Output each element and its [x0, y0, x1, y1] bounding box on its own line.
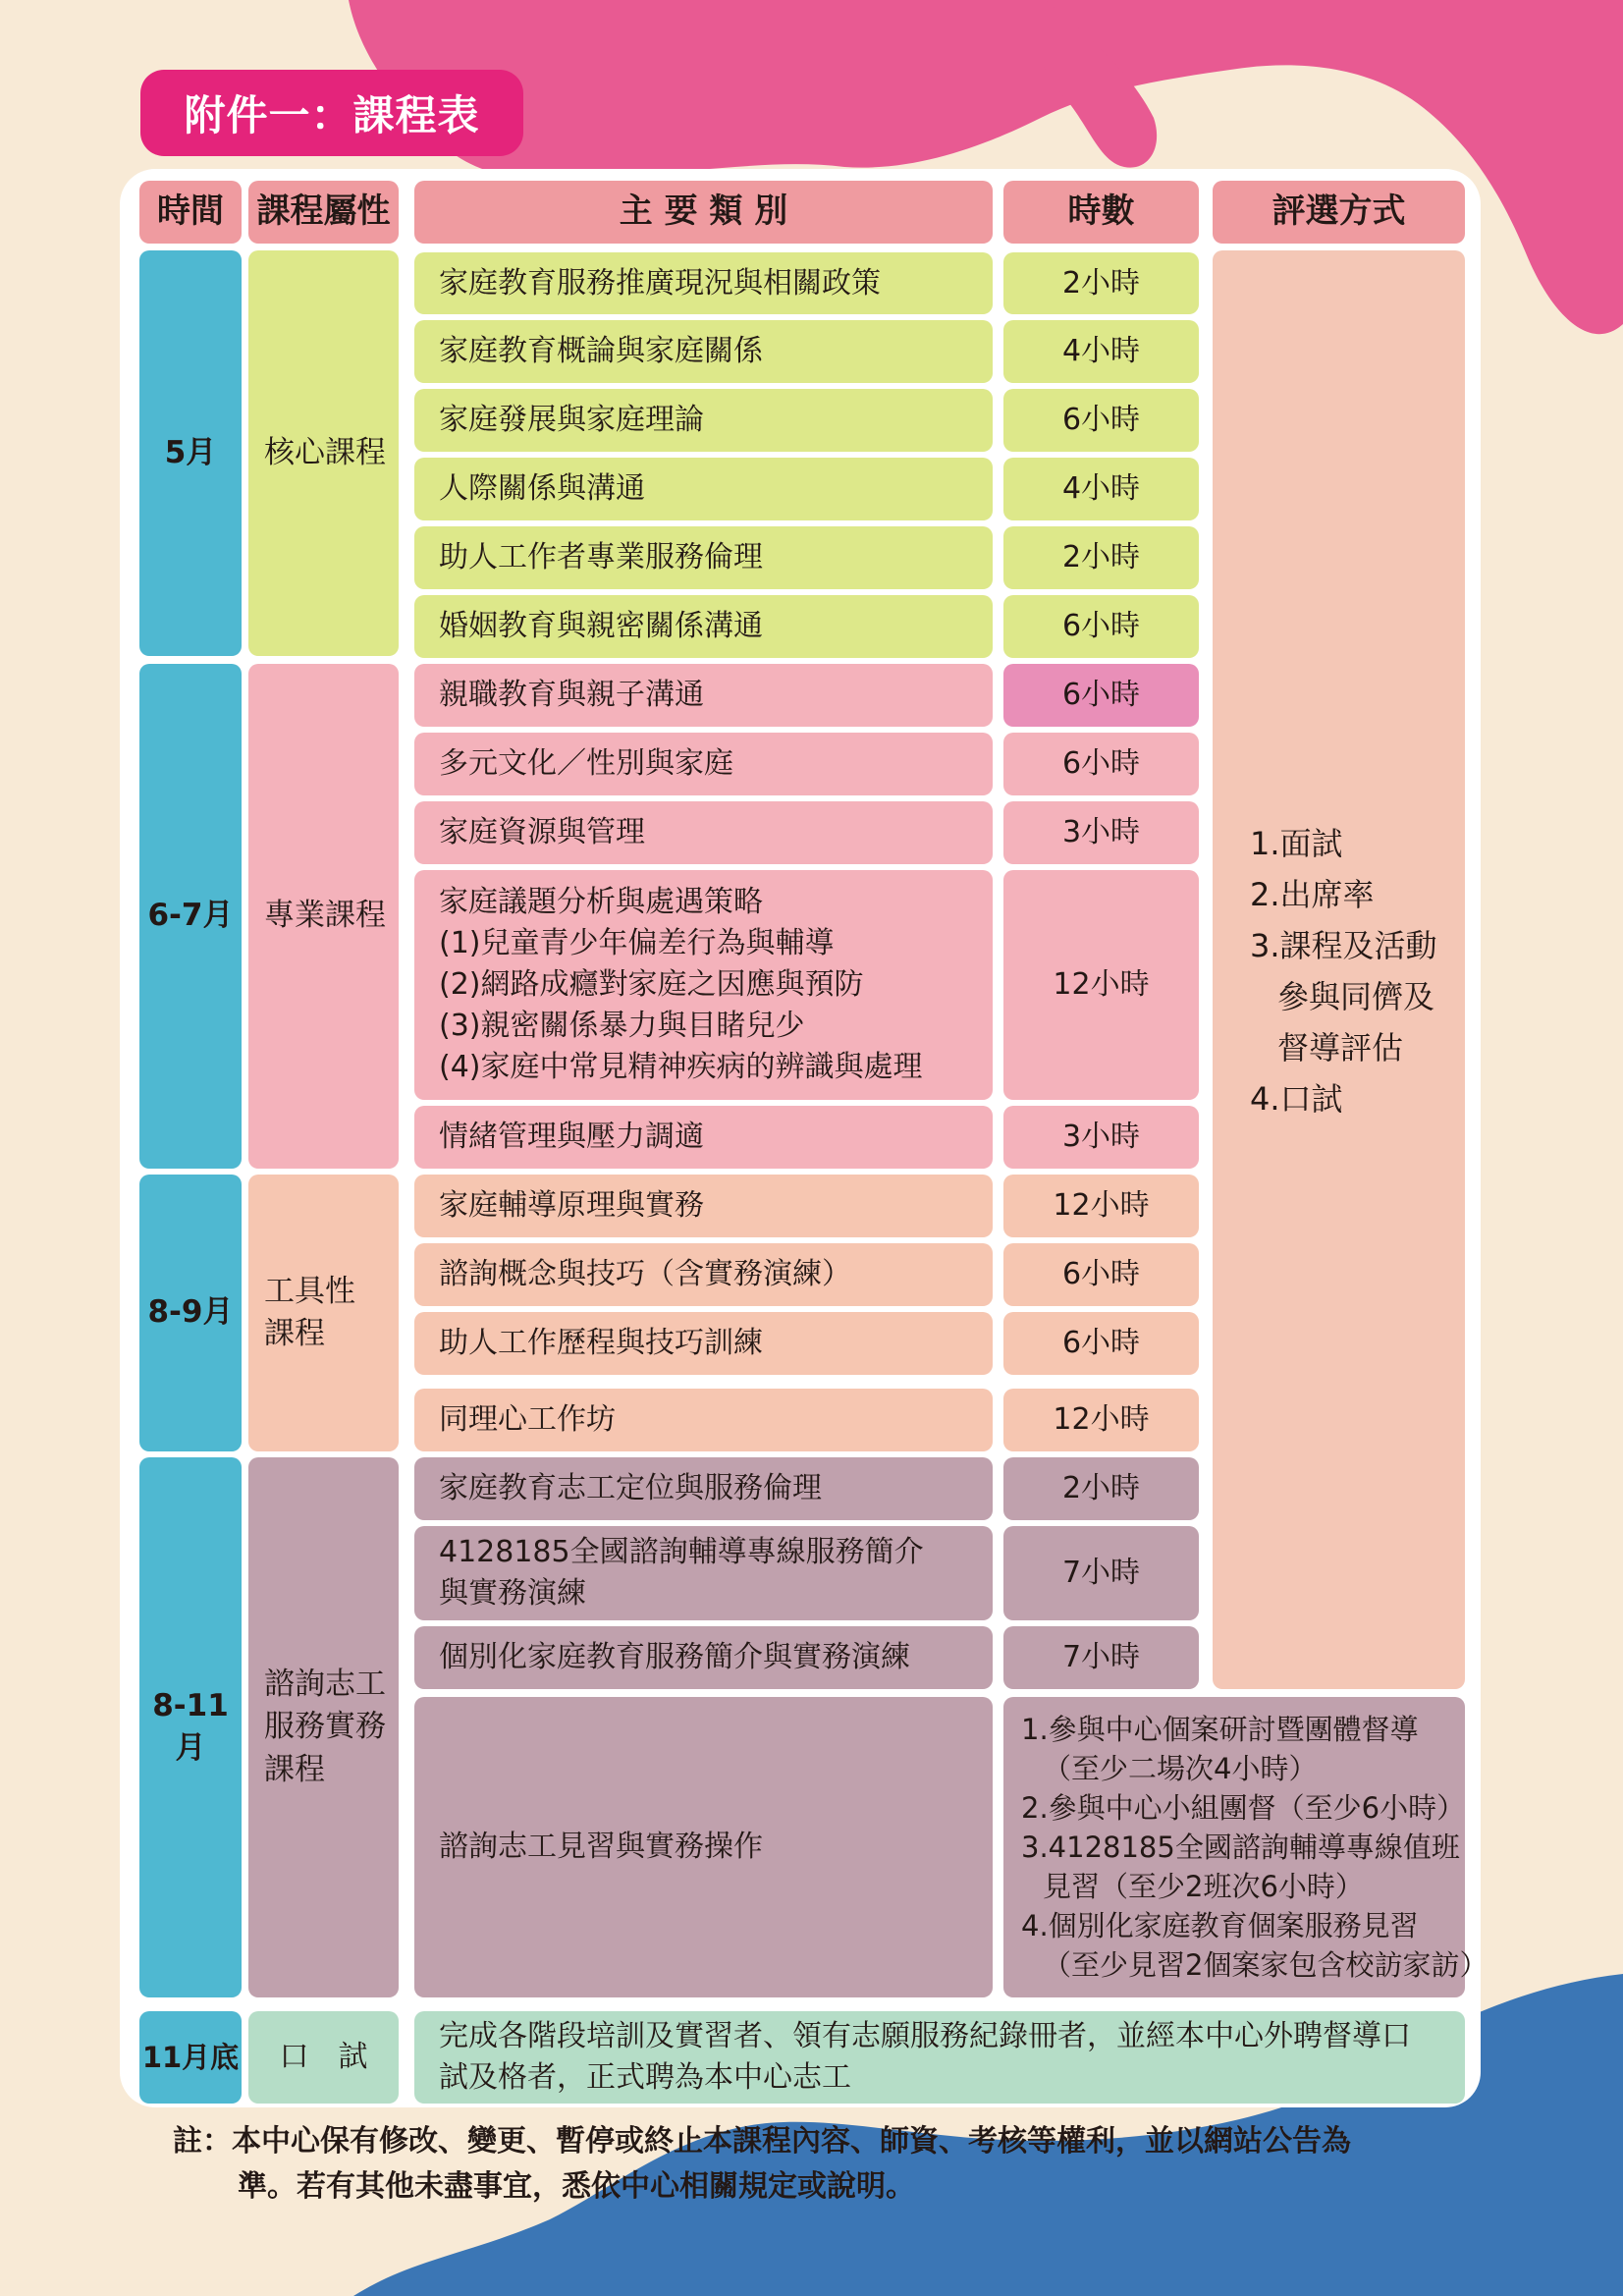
hours-cell: 12小時: [1003, 870, 1199, 1100]
time-cell: 8-9月: [139, 1175, 242, 1451]
course-name-line: 諮詢概念與技巧（含實務演練）: [439, 1257, 851, 1291]
hours-cell: 4小時: [1003, 458, 1199, 520]
category-line: 專業課程: [264, 898, 386, 934]
category-line: 工具性: [264, 1273, 355, 1309]
hours-cell: 6小時: [1003, 1312, 1199, 1375]
hours-cell: 2小時: [1003, 252, 1199, 314]
hours-cell: 12小時: [1003, 1389, 1199, 1451]
category-line: 課程: [264, 1316, 325, 1351]
practice-line: 4.個別化家庭教育個案服務見習: [1021, 1909, 1419, 1942]
hours-cell: 3小時: [1003, 801, 1199, 864]
header-category: 課程屬性: [248, 181, 399, 244]
course-name-cell: [414, 458, 993, 520]
final-description-cell: [414, 2011, 1465, 2104]
course-name-cell: [414, 595, 993, 658]
course-name-cell: [414, 320, 993, 383]
hours-cell: 7小時: [1003, 1626, 1199, 1689]
category-cell: [248, 1457, 399, 1997]
course-name-line: 諮詢志工見習與實務操作: [439, 1830, 763, 1864]
final-time-cell: 11月底: [139, 2011, 242, 2104]
course-name-line: 與實務演練: [439, 1576, 586, 1611]
page-title: 附件一：課程表: [140, 70, 523, 156]
category-cell: [248, 664, 399, 1169]
course-name-line: 家庭輔導原理與實務: [439, 1188, 704, 1223]
course-name-cell: [414, 1243, 993, 1306]
hours-cell: 6小時: [1003, 1243, 1199, 1306]
course-name-cell: [414, 1312, 993, 1375]
course-name-line: (1)兒童青少年偏差行為與輔導: [439, 926, 835, 960]
course-name-cell: [414, 870, 993, 1100]
course-name-line: 家庭資源與管理: [439, 815, 645, 849]
practice-line: （至少見習2個案家包含校訪家訪）: [1043, 1948, 1488, 1982]
evaluation-item: 4.口試: [1250, 1080, 1343, 1118]
footnote-line: 註：本中心保有修改、變更、暫停或終止本課程內容、師資、考核等權利，並以網站公告為: [173, 2124, 1351, 2159]
course-name-cell: [414, 801, 993, 864]
hours-cell: 6小時: [1003, 595, 1199, 658]
course-name-line: (3)親密關係暴力與目睹兒少: [439, 1009, 805, 1043]
evaluation-item: 1.面試: [1250, 825, 1343, 862]
course-name-cell: [414, 1526, 993, 1620]
course-name-line: 家庭發展與家庭理論: [439, 403, 704, 437]
practice-line: 2.參與中心小組團督（至少6小時）: [1021, 1791, 1466, 1825]
category-cell: [248, 1175, 399, 1451]
header-main: 主 要 類 別: [414, 181, 993, 244]
practice-line: （至少二場次4小時）: [1043, 1752, 1318, 1785]
final-description-line: 完成各階段培訓及實習者、領有志願服務紀錄冊者，並經本中心外聘督導口: [439, 2019, 1411, 2053]
category-line: 諮詢志工: [264, 1666, 386, 1702]
course-name-line: 家庭教育服務推廣現況與相關政策: [439, 265, 881, 301]
footnote: [173, 2119, 1351, 2210]
course-name-line: 多元文化／性別與家庭: [439, 746, 733, 781]
course-name-cell: [414, 733, 993, 795]
evaluation-item: 3.課程及活動: [1250, 927, 1437, 964]
time-cell: 6-7月: [139, 664, 242, 1169]
practice-requirements-cell: [1003, 1697, 1488, 1997]
hours-cell: 12小時: [1003, 1175, 1199, 1237]
course-name-line: 家庭教育概論與家庭關係: [439, 334, 763, 368]
category-line: 核心課程: [264, 434, 386, 470]
course-name-cell: [414, 1626, 993, 1689]
course-name-cell: [414, 1389, 993, 1451]
final-category-cell: 口 試: [248, 2011, 399, 2104]
course-name-line: 情緒管理與壓力調適: [439, 1120, 704, 1154]
evaluation-cell: [1213, 250, 1465, 1689]
evaluation-item: 2.出席率: [1250, 876, 1375, 913]
evaluation-list: [1250, 818, 1437, 1124]
course-name-cell: [414, 1697, 993, 1997]
course-name-line: (4)家庭中常見精神疾病的辨識與處理: [439, 1050, 923, 1084]
course-name-cell: [414, 526, 993, 589]
course-name-line: 個別化家庭教育服務簡介與實務演練: [439, 1640, 910, 1674]
practice-line: 1.參與中心個案研討暨團體督導: [1021, 1713, 1419, 1746]
time-cell: 8-11月: [139, 1457, 242, 1997]
header-time: 時間: [139, 181, 242, 244]
course-name-line: (2)網路成癮對家庭之因應與預防: [439, 967, 864, 1002]
course-name-line: 助人工作者專業服務倫理: [439, 540, 763, 574]
hours-cell: 6小時: [1003, 733, 1199, 795]
course-name-line: 同理心工作坊: [439, 1402, 616, 1437]
hours-cell: 2小時: [1003, 526, 1199, 589]
category-cell: [248, 250, 399, 656]
evaluation-item: 參與同儕及: [1277, 978, 1435, 1015]
course-name-cell: [414, 252, 993, 314]
course-name-cell: [414, 1457, 993, 1520]
course-name-cell: [414, 389, 993, 452]
course-name-line: 家庭教育志工定位與服務倫理: [439, 1471, 822, 1505]
course-name-line: 4128185全國諮詢輔導專線服務簡介: [439, 1535, 924, 1569]
category-line: 課程: [264, 1751, 325, 1787]
hours-cell: 4小時: [1003, 320, 1199, 383]
course-name-line: 助人工作歷程與技巧訓練: [439, 1326, 763, 1360]
course-name-cell: [414, 1175, 993, 1237]
hours-cell: 2小時: [1003, 1457, 1199, 1520]
final-description-line: 試及格者，正式聘為本中心志工: [439, 2060, 851, 2095]
hours-cell: 6小時: [1003, 664, 1199, 727]
course-name-line: 婚姻教育與親密關係溝通: [439, 609, 763, 643]
course-name-line: 家庭議題分析與處遇策略: [439, 885, 763, 919]
practice-line: 3.4128185全國諮詢輔導專線值班: [1021, 1831, 1460, 1864]
category-line: 服務實務: [264, 1709, 386, 1745]
time-cell: 5月: [139, 250, 242, 656]
course-name-cell: [414, 664, 993, 727]
course-name-cell: [414, 1106, 993, 1169]
hours-cell: 3小時: [1003, 1106, 1199, 1169]
footnote-line: 準。若有其他未盡事宜，悉依中心相關規定或說明。: [238, 2169, 915, 2204]
course-name-line: 親職教育與親子溝通: [439, 678, 704, 712]
evaluation-item: 督導評估: [1277, 1029, 1404, 1066]
course-name-line: 人際關係與溝通: [439, 471, 645, 506]
header-hours: 時數: [1003, 181, 1199, 244]
header-evaluation: 評選方式: [1213, 181, 1465, 244]
practice-line: 見習（至少2班次6小時）: [1043, 1870, 1364, 1903]
hours-cell: 7小時: [1003, 1526, 1199, 1620]
hours-cell: 6小時: [1003, 389, 1199, 452]
